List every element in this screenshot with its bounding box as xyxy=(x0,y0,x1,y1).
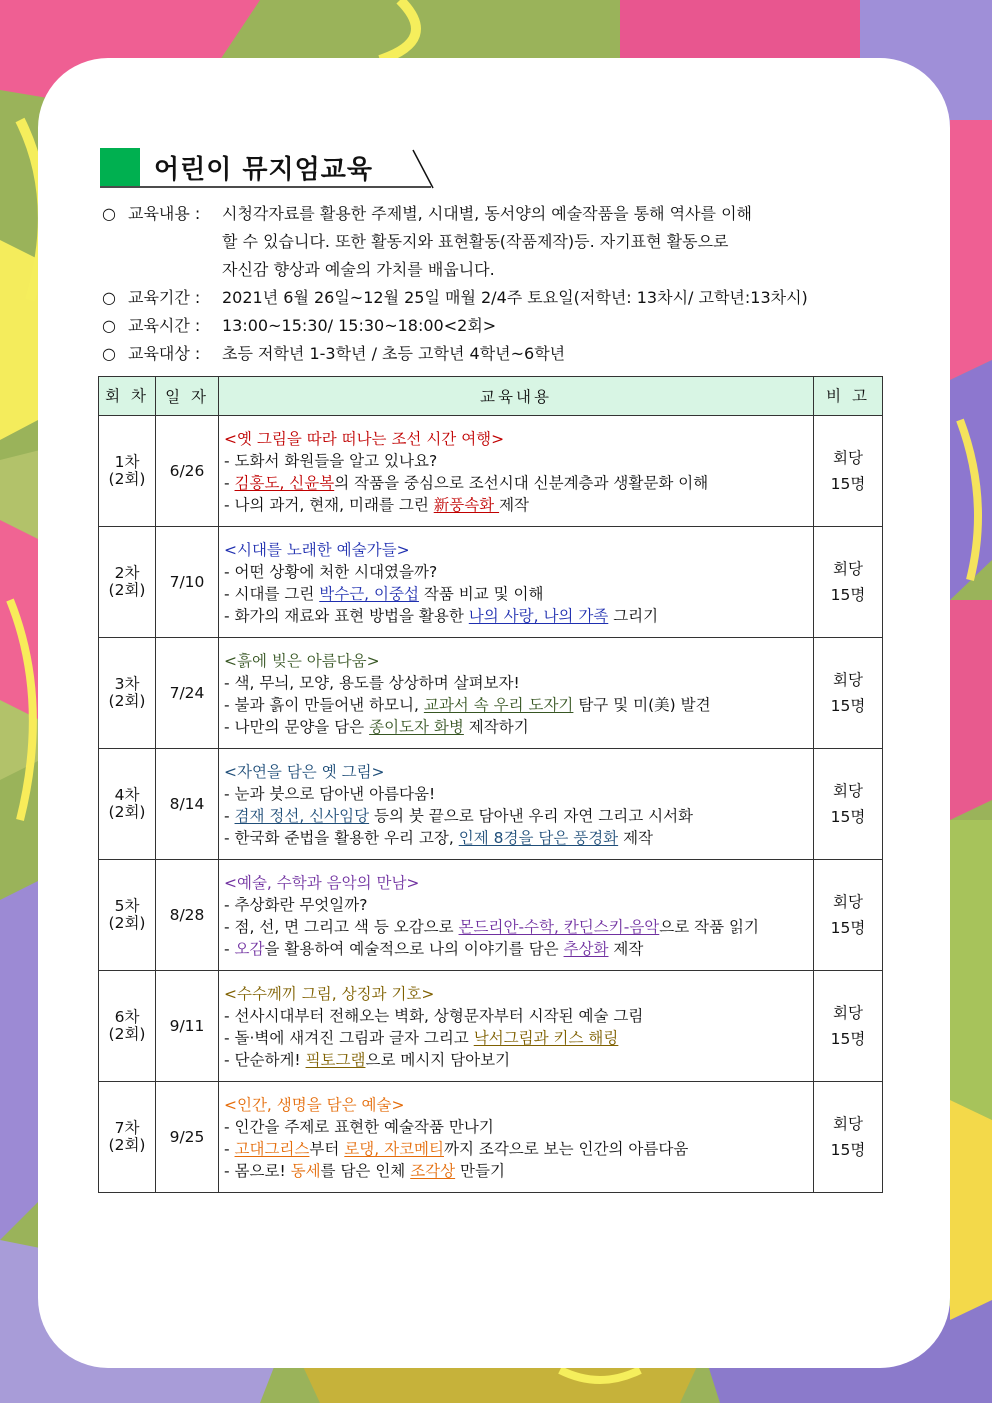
session-line: - 김홍도, 신윤복의 작품을 중심으로 조선시대 신분계층과 생활문화 이해 xyxy=(224,474,709,492)
session-no: 7차 (2회) xyxy=(99,1082,156,1193)
info-content xyxy=(102,200,902,228)
session-content xyxy=(219,638,814,749)
session-line: - 한국화 준법을 활용한 우리 고장, 인제 8경을 담은 풍경화 제작 xyxy=(224,829,654,847)
session-date: 6/26 xyxy=(156,416,219,527)
page-title: 어린이 뮤지엄교육 xyxy=(154,155,373,185)
session-no: 6차 (2회) xyxy=(99,971,156,1082)
table-row xyxy=(99,638,883,749)
session-no: 4차 (2회) xyxy=(99,749,156,860)
info-target-label: 교육대상 : xyxy=(128,344,201,363)
session-line: - 돌·벽에 새겨진 그림과 글자 그리고 낙서그림과 키스 해링 xyxy=(224,1029,619,1047)
session-date: 8/14 xyxy=(156,749,219,860)
info-period xyxy=(102,284,902,312)
session-line: - 도화서 화원들을 알고 있나요? xyxy=(224,452,438,470)
bullet-icon: ○ xyxy=(102,344,116,363)
header-date: 일 자 xyxy=(156,377,219,416)
session-note: 회당 15명 xyxy=(814,527,883,638)
section-title xyxy=(100,146,440,190)
info-content-cont xyxy=(102,256,902,284)
session-line: - 시대를 그린 박수근, 이중섭 작품 비교 및 이해 xyxy=(224,585,544,603)
session-line: - 색, 무늬, 모양, 용도를 상상하며 살펴보자! xyxy=(224,674,520,692)
session-line: - 불과 흙이 만들어낸 하모니, 교과서 속 우리 도자기 탐구 및 미(美) 발견 xyxy=(224,696,711,714)
info-content-cont xyxy=(102,228,902,256)
info-content-line: 할 수 있습니다. 또한 활동지와 표현활동(작품제작)등. 자기표현 활동으로 xyxy=(222,232,729,251)
table-header-row xyxy=(99,377,883,416)
session-note: 회당 15명 xyxy=(814,416,883,527)
session-no: 5차 (2회) xyxy=(99,860,156,971)
info-target-value: 초등 저학년 1-3학년 / 초등 고학년 4학년~6학년 xyxy=(222,344,566,363)
session-content xyxy=(219,1082,814,1193)
bullet-icon: ○ xyxy=(102,204,116,223)
table-row xyxy=(99,749,883,860)
info-target xyxy=(102,340,902,368)
session-line: - 화가의 재료와 표현 방법을 활용한 나의 사랑, 나의 가족 그리기 xyxy=(224,607,659,625)
header-note: 비 고 xyxy=(814,377,883,416)
header-content: 교육내용 xyxy=(219,377,814,416)
title-underline xyxy=(100,146,440,190)
session-line: - 점, 선, 면 그리고 색 등 오감으로 몬드리안-수학, 칸딘스키-음악으로 작품 읽기 xyxy=(224,918,759,936)
session-heading: <흙에 빚은 아름다움> xyxy=(224,652,380,670)
session-no: 3차 (2회) xyxy=(99,638,156,749)
session-date: 9/25 xyxy=(156,1082,219,1193)
info-time-label: 교육시간 : xyxy=(128,316,201,335)
session-heading: <옛 그림을 따라 떠나는 조선 시간 여행> xyxy=(224,430,505,448)
session-line: - 고대그리스부터 로댕, 자코메티까지 조각으로 보는 인간의 아름다움 xyxy=(224,1140,689,1158)
bullet-icon: ○ xyxy=(102,288,116,307)
session-line: - 겸재 정선, 신사임당 등의 붓 끝으로 담아낸 우리 자연 그리고 시서화 xyxy=(224,807,694,825)
info-block xyxy=(102,200,902,368)
session-no: 2차 (2회) xyxy=(99,527,156,638)
session-note: 회당 15명 xyxy=(814,1082,883,1193)
session-date: 9/11 xyxy=(156,971,219,1082)
info-content-line: 시청각자료를 활용한 주제별, 시대별, 동서양의 예술작품을 통해 역사를 이해 xyxy=(222,204,752,223)
session-line: - 선사시대부터 전해오는 벽화, 상형문자부터 시작된 예술 그림 xyxy=(224,1007,644,1025)
info-period-label: 교육기간 : xyxy=(128,288,201,307)
table-row xyxy=(99,1082,883,1193)
table-row xyxy=(99,527,883,638)
session-no: 1차 (2회) xyxy=(99,416,156,527)
session-content xyxy=(219,971,814,1082)
info-content-line: 자신감 향상과 예술의 가치를 배웁니다. xyxy=(222,260,495,279)
session-content xyxy=(219,860,814,971)
session-line: - 눈과 붓으로 담아낸 아름다움! xyxy=(224,785,436,803)
session-heading: <인간, 생명을 담은 예술> xyxy=(224,1096,405,1114)
session-note: 회당 15명 xyxy=(814,971,883,1082)
session-line: - 어떤 상황에 처한 시대였을까? xyxy=(224,563,438,581)
session-date: 7/10 xyxy=(156,527,219,638)
session-content xyxy=(219,416,814,527)
header-no: 회 차 xyxy=(99,377,156,416)
schedule-table xyxy=(98,376,883,1193)
session-note: 회당 15명 xyxy=(814,749,883,860)
session-note: 회당 15명 xyxy=(814,638,883,749)
session-date: 7/24 xyxy=(156,638,219,749)
session-date: 8/28 xyxy=(156,860,219,971)
session-line: - 추상화란 무엇일까? xyxy=(224,896,368,914)
session-heading: <시대를 노래한 예술가들> xyxy=(224,541,410,559)
table-row xyxy=(99,971,883,1082)
session-note: 회당 15명 xyxy=(814,860,883,971)
session-line: - 단순하게! 픽토그램으로 메시지 담아보기 xyxy=(224,1051,511,1069)
session-heading: <수수께끼 그림, 상징과 기호> xyxy=(224,985,435,1003)
session-line: - 나의 과거, 현재, 미래를 그린 新풍속화 제작 xyxy=(224,496,530,514)
session-heading: <자연을 담은 옛 그림> xyxy=(224,763,385,781)
bullet-icon: ○ xyxy=(102,316,116,335)
info-content-label: 교육내용 : xyxy=(128,204,201,223)
session-content xyxy=(219,749,814,860)
info-period-value: 2021년 6월 26일~12월 25일 매월 2/4주 토요일(저학년: 13차시/ 고학년:13차시) xyxy=(222,288,808,307)
session-line: - 오감을 활용하여 예술적으로 나의 이야기를 담은 추상화 제작 xyxy=(224,940,644,958)
session-line: - 몸으로! 동세를 담은 인체 조각상 만들기 xyxy=(224,1162,505,1180)
session-line: - 나만의 문양을 담은 종이도자 화병 제작하기 xyxy=(224,718,529,736)
info-time xyxy=(102,312,902,340)
session-line: - 인간을 주제로 표현한 예술작품 만나기 xyxy=(224,1118,494,1136)
table-row xyxy=(99,860,883,971)
info-time-value: 13:00~15:30/ 15:30~18:00<2회> xyxy=(222,316,497,335)
session-heading: <예술, 수학과 음악의 만남> xyxy=(224,874,420,892)
session-content xyxy=(219,527,814,638)
table-row xyxy=(99,416,883,527)
